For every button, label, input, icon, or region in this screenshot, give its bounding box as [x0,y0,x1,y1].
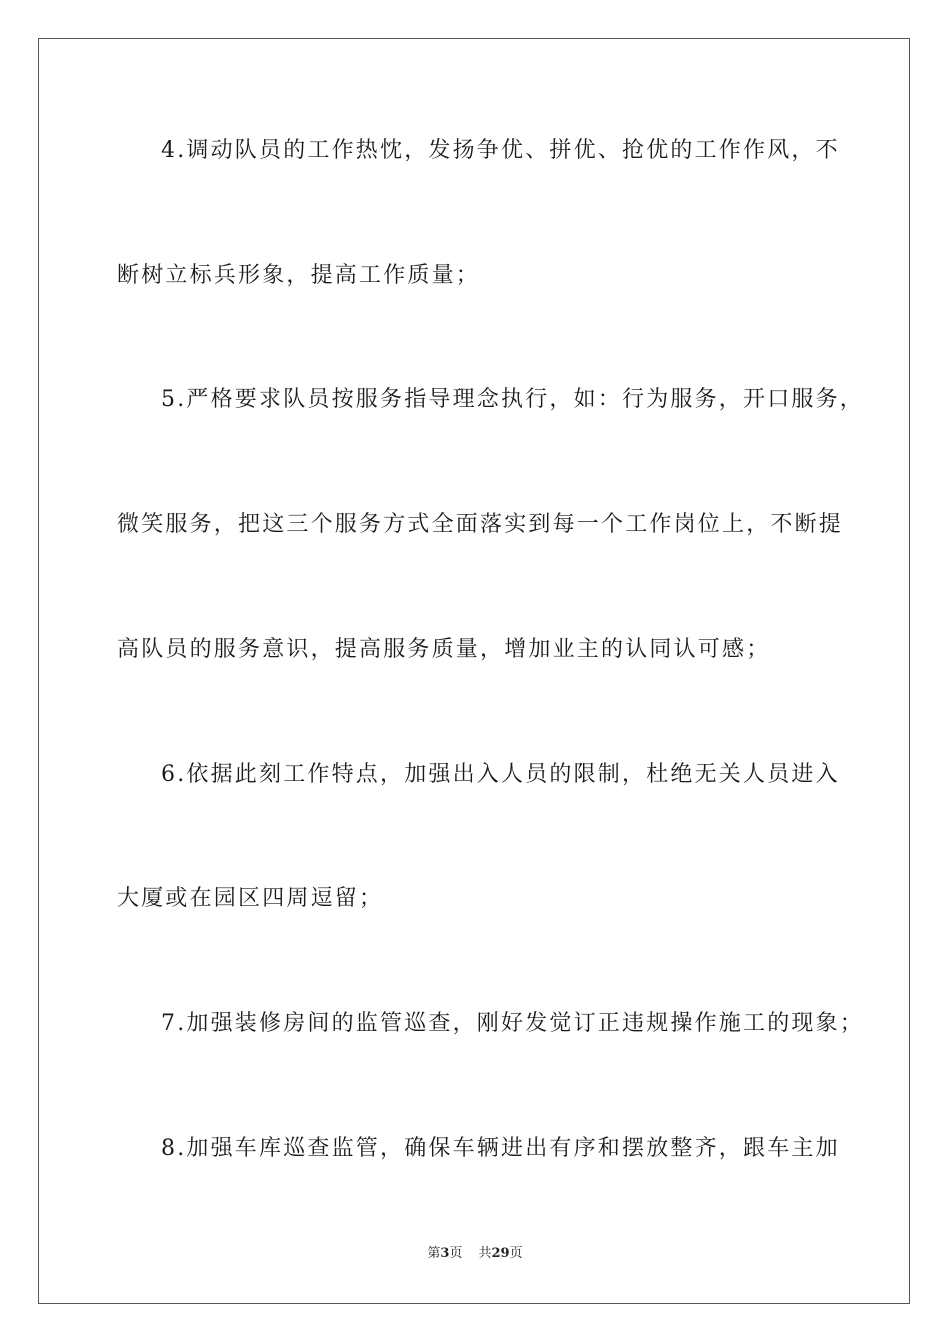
page-footer [0,1245,950,1263]
paragraph-8-line-1: 8.加强车库巡查监管，确保车辆进出有序和摆放整齐，跟车主加 [161,1136,840,1161]
footer-total-pages: 29 [491,1246,510,1261]
page-border [38,38,910,1304]
paragraph-6-line-2: 大厦或在园区四周逗留； [117,886,384,911]
footer-page-number: 3 [440,1246,450,1261]
paragraph-4-line-2: 断树立标兵形象，提高工作质量； [117,263,481,288]
footer-total-prefix: 共 [478,1246,492,1261]
paragraph-5-line-3: 高队员的服务意识，提高服务质量，增加业主的认同认可感； [117,637,771,662]
paragraph-4-line-1: 4.调动队员的工作热忱，发扬争优、拼优、抢优的工作作风，不 [161,138,840,163]
paragraph-5-line-2: 微笑服务，把这三个服务方式全面落实到每一个工作岗位上，不断提 [117,512,844,537]
footer-page-prefix: 第 [427,1246,441,1261]
paragraph-6-line-1: 6.依据此刻工作特点，加强出入人员的限制，杜绝无关人员进入 [161,762,840,787]
footer-page-suffix: 页 [449,1246,463,1261]
footer-total-suffix: 页 [509,1246,523,1261]
paragraph-5-line-1: 5.严格要求队员按服务指导理念执行，如：行为服务，开口服务， [161,387,864,412]
paragraph-7-line-1: 7.加强装修房间的监管巡查，刚好发觉订正违规操作施工的现象； [161,1011,864,1036]
